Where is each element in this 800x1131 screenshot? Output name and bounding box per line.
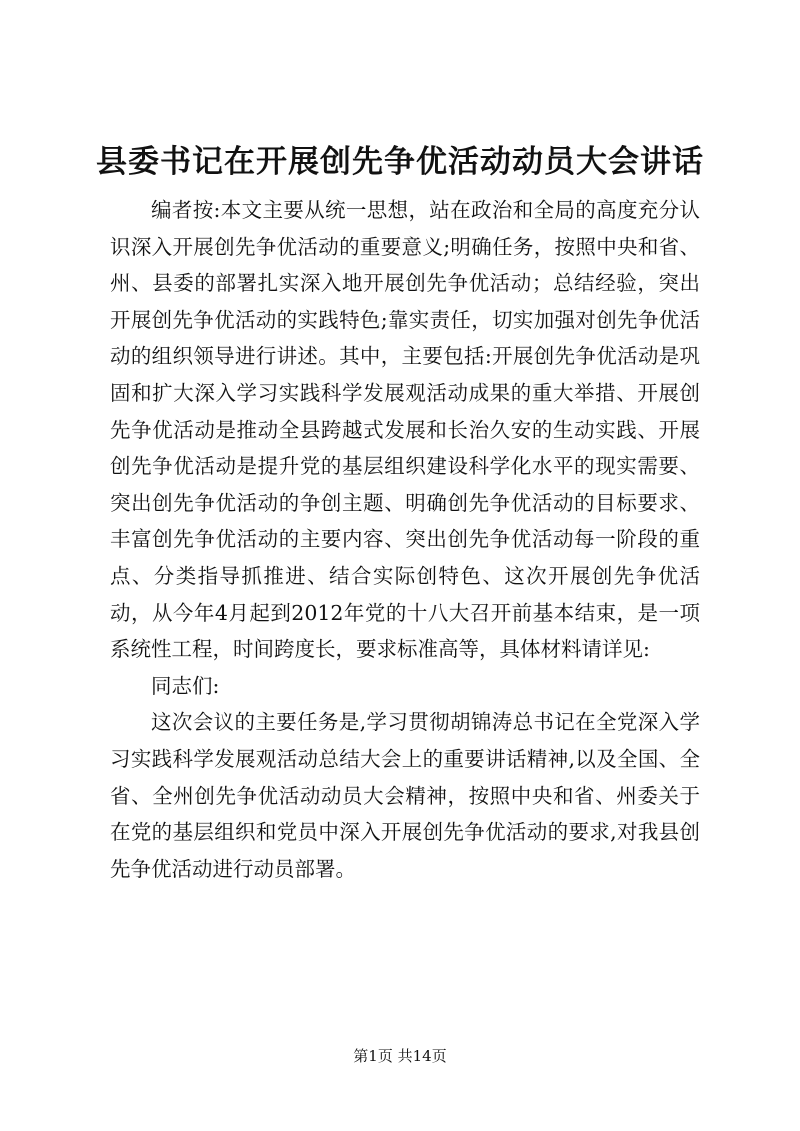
document-body [110, 192, 700, 887]
body-paragraph: 这次会议的主要任务是,学习贯彻胡锦涛总书记在全党深入学习实践科学发展观活动总结大会上的重要讲话精神,以及全国、全省、全州创先争优活动动员大会精神，按照中央和省、州委关于在党的基层组织和党员中深入开展创先争优活动的要求,对我县创先争优活动进行动员部署。 [110, 710, 700, 881]
salutation-paragraph: 同志们: [151, 673, 220, 698]
page-number-footer: 第1页 共14页 [353, 1047, 447, 1065]
document-title: 县委书记在开展创先争优活动动员大会讲话 [96, 144, 704, 180]
editor-note-paragraph: 编者按:本文主要从统一思想，站在政治和全局的高度充分认识深入开展创先争优活动的重要意义;明确任务，按照中央和省、州、县委的部署扎实深入地开展创先争优活动；总结经验，突出开展创先争优活动的实践特色;靠实责任，切实加强对创先争优活动的组织领导进行讲述。其中，主要包括:开展创先争优活动是巩固和扩大深入学习实践科学发展观活动成果的重大举措、开展创先争优活动是推动全县跨越式发展和长治久安的生动实践、开展创先争优活动是提升党的基层组织建设科学化水平的现实需要、突出创先争优活动的争创主题、明确创先争优活动的目标要求、丰富创先争优活动的主要内容、突出创先争优活动每一阶段的重点、分类指导抓推进、结合实际创特色、这次开展创先争优活动，从今年4月起到2012年党的十八大召开前基本结束，是一项系统性工程，时间跨度长，要求标准高等，具体材料请详见: [110, 198, 700, 662]
